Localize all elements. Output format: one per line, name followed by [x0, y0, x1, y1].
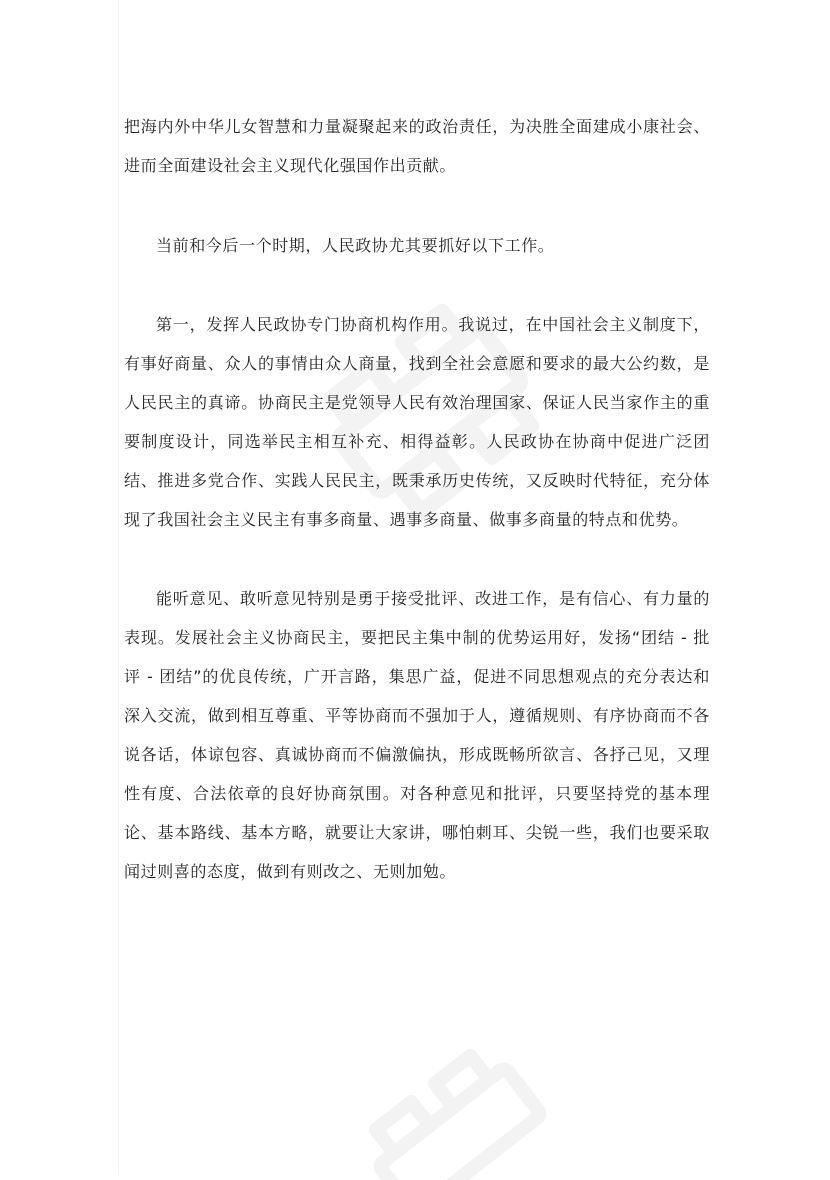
paragraph-continuation: 把海内外中华儿女智慧和力量凝聚起来的政治责任，为决胜全面建成小康社会、进而全面建设社会主义现代化强国作出贡献。	[124, 117, 710, 175]
paragraph-criticism: 能听意见、敢听意见特别是勇于接受批评、改进工作，是有信心、有力量的表现。发展社会主义协商民主，要把民主集中制的优势运用好，发扬“团结 - 批评 - 团结”的优良传统，广开言路，集思广益，促进不同思想观点的充分表达和深入交流，做到相互尊重、平等协商而不强加于人，遵循规则、有序协商而不各说各话，体谅包容、真诚协商而不偏激偏执，形成既畅所欲言、各抒己见，又理性有度、合法依章的良好协商氛围。对各种意见和批评，只要坚持党的基本理论、基本路线、基本方略，就要让大家讲，哪怕刺耳、尖锐一些，我们也要采取闻过则喜的态度，做到有则改之、无则加勉。	[124, 589, 710, 881]
paragraph-intro: 当前和今后一个时期，人民政协尤其要抓好以下工作。	[156, 236, 555, 255]
paragraph-first-point: 第一，发挥人民政协专门协商机构作用。我说过，在中国社会主义制度下，有事好商量、众人的事情由众人商量，找到全社会意愿和要求的最大公约数，是人民民主的真谛。协商民主是党领导人民有效治理国家、保证人民当家作主的重要制度设计，同选举民主相互补充、相得益彰。人民政协在协商中促进广泛团结、推进多党合作、实践人民民主，既秉承历史传统，又反映时代特征，充分体现了我国社会主义民主有事多商量、遇事多商量、做事多商量的特点和优势。	[124, 315, 710, 529]
watermark-logo-lower	[350, 1030, 570, 1180]
page-edge-line	[118, 0, 119, 1174]
document-body	[124, 107, 710, 891]
